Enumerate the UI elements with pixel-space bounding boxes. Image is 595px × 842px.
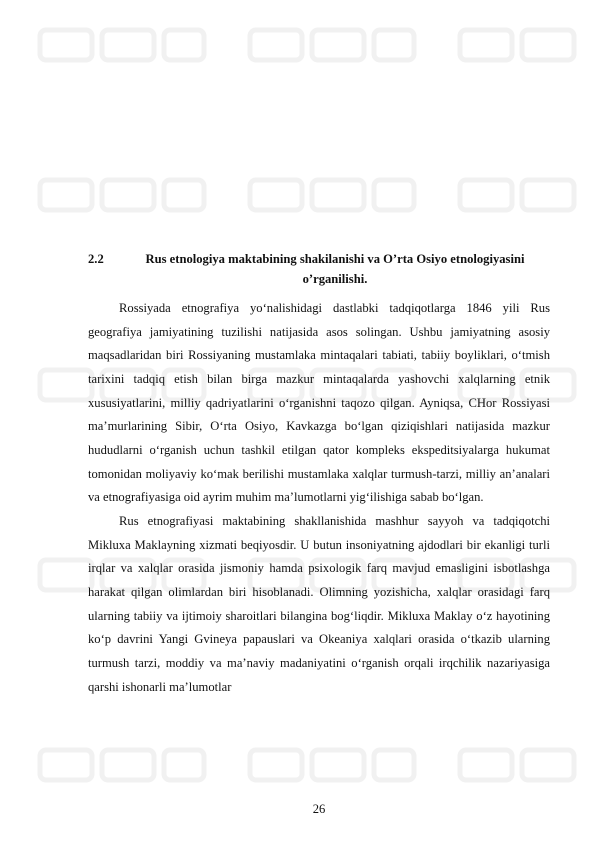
page-number: 26 bbox=[312, 802, 326, 816]
section-heading bbox=[88, 249, 550, 289]
section-title: Rus etnologiya maktabining shakilanishi va O’rta Osiyo etnologiyasini o’rganilishi. bbox=[145, 252, 525, 286]
paragraph-1: Rossiyada etnografiya yo‘nalishidagi dastlabki tadqiqotlarga 1846 yili Rus geografiya jamiyatining tuzilishi natijasida asos solingan. Ushbu jamiyatning asosiy maqsadlaridan biri Rossiyaning mustamlaka mintaqalari tabiati, tabiiy boyliklari, o‘tmish tarixini tadqiq etish bilan birga mazkur mintaqalarda yashovchi xalqlarning etnik xususiyatlarini, milliy qadriyatlarini o‘rganishni taqozo qilgan. Ayniqsa, CHor Rossiyasi ma’murlarining Sibir, O‘rta Osiyo, Kavkazga bo‘lgan qiziqishlari natijasida mazkur hududlarni o‘rganish uchun tashkil etilgan qator kompleks ekspeditsiyalarga hukumat tomonidan moliyaviy ko‘mak berilishi mustamlaka xalqlar turmush-tarzi, milliy an’analari va etnografiyasiga oid ayrim muhim ma’lumotlarni yig‘ilishiga sabab bo‘lgan. bbox=[88, 301, 550, 505]
paragraph-2: Rus etnografiyasi maktabining shakllanishida mashhur sayyoh va tadqiqotchi Mikluxa Maklayning xizmati beqiyosdir. U butun insoniyatning ajdodlari bir ekanligi turli irqlar va xalqlar orasida jismoniy hamda psixologik farq mavjud emasligini isbotlashga harakat qilgan olimlardan biri hisoblanadi. Olimning yozishicha, xalqlar orasidagi farq ularning tabiiy va ijtimoiy sharoitlari bilangina bog‘liqdir. Mikluxa Maklay o‘z hayotining ko‘p davrini Yangi Gvineya papauslari va Okeaniya xalqlari orasida o‘tkazib ularning turmush tarzi, moddiy va ma’naviy madaniyatini o‘rganish orqali irqchilik nazariyasiga qarshi ishonarli ma’lumotlar bbox=[88, 513, 550, 694]
section-number: 2.2 bbox=[88, 252, 104, 266]
body-text bbox=[88, 297, 550, 699]
